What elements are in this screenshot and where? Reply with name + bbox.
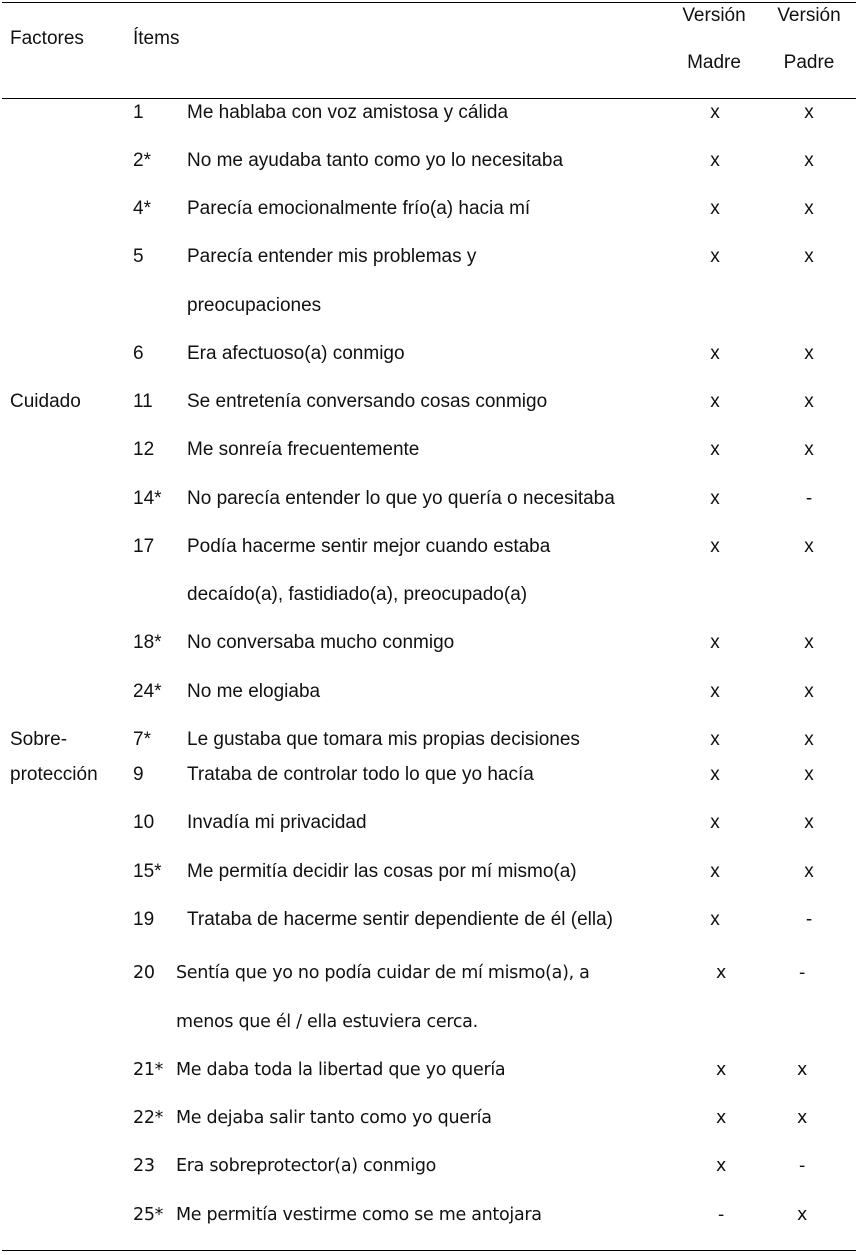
padre-mark: x [804, 681, 814, 702]
item-number: 2* [133, 150, 151, 171]
header-items: Ítems [133, 28, 180, 49]
item-text: Me permitía decidir las cosas por mí mismo(a) [187, 861, 577, 882]
madre-mark: x [710, 488, 720, 509]
item-number: 1 [133, 102, 144, 123]
padre-mark: x [796, 1205, 808, 1225]
item-text: Me daba toda la libertad que yo quería [176, 1060, 506, 1080]
madre-mark: x [715, 1060, 727, 1080]
padre-mark: x [804, 343, 814, 364]
madre-mark: x [710, 812, 720, 833]
item-text: Podía hacerme sentir mejor cuando estaba [187, 536, 551, 557]
item-number: 24* [133, 681, 162, 702]
madre-mark: x [710, 198, 720, 219]
item-number: 23 [133, 1156, 155, 1176]
item-text-continuation: preocupaciones [187, 295, 322, 316]
madre-mark: x [710, 729, 720, 750]
padre-mark: - [798, 963, 805, 983]
item-text: Se entretenía conversando cosas conmigo [187, 391, 548, 412]
madre-mark: x [710, 343, 720, 364]
padre-mark: x [804, 764, 814, 785]
item-text: Le gustaba que tomara mis propias decisiones [187, 729, 580, 750]
item-text: Trataba de hacerme sentir dependiente de él (ella) [187, 909, 613, 930]
item-text: No me ayudaba tanto como yo lo necesitaba [187, 150, 564, 171]
item-number: 15* [133, 861, 162, 882]
madre-mark: x [710, 909, 720, 930]
header-version-padre-line2: Padre [783, 52, 835, 73]
item-number: 20 [133, 963, 155, 983]
item-number: 10 [133, 812, 155, 833]
item-number: 21* [133, 1060, 164, 1080]
padre-mark: x [804, 536, 814, 557]
item-number: 11 [133, 391, 153, 412]
madre-mark: x [710, 764, 720, 785]
item-text: No parecía entender lo que yo quería o necesitaba [187, 488, 615, 509]
item-text: Era afectuoso(a) conmigo [187, 343, 405, 364]
header-version-madre-line2: Madre [687, 52, 741, 73]
item-text-continuation: menos que él / ella estuviera cerca. [176, 1012, 478, 1032]
madre-mark: x [710, 681, 720, 702]
madre-mark: x [710, 861, 720, 882]
padre-mark: x [804, 861, 814, 882]
item-text: No me elogiaba [187, 681, 321, 702]
item-number: 7* [133, 729, 151, 750]
item-number: 25* [133, 1205, 164, 1225]
padre-mark: x [796, 1060, 808, 1080]
table-header-rule [2, 98, 856, 99]
madre-mark: x [710, 632, 720, 653]
item-number: 22* [133, 1108, 164, 1128]
madre-mark: x [710, 246, 720, 267]
madre-mark: x [710, 102, 720, 123]
item-text: No conversaba mucho conmigo [187, 632, 455, 653]
item-number: 19 [133, 909, 155, 930]
item-number: 6 [133, 343, 144, 364]
item-number: 9 [133, 764, 144, 785]
item-number: 5 [133, 246, 144, 267]
header-factores: Factores [10, 28, 84, 49]
madre-mark: x [710, 439, 720, 460]
factor-sobreproteccion-line2: protección [10, 764, 98, 785]
item-text: Me hablaba con voz amistosa y cálida [187, 102, 509, 123]
item-text: Me dejaba salir tanto como yo quería [176, 1108, 492, 1128]
madre-mark: x [715, 1108, 727, 1128]
item-text: Parecía entender mis problemas y [187, 246, 477, 267]
madre-mark: - [717, 1205, 724, 1225]
padre-mark: - [805, 909, 813, 930]
item-text: Me permitía vestirme como se me antojara [176, 1205, 542, 1225]
padre-mark: - [805, 488, 813, 509]
item-number: 14* [133, 488, 162, 509]
madre-mark: x [710, 391, 720, 412]
item-text: Sentía que yo no podía cuidar de mí mismo(a), a [176, 963, 590, 983]
padre-mark: x [804, 246, 814, 267]
item-text: Era sobreprotector(a) conmigo [176, 1156, 437, 1176]
padre-mark: - [798, 1156, 805, 1176]
factor-sobreproteccion-line1: Sobre- [10, 729, 68, 750]
padre-mark: x [804, 729, 814, 750]
item-text: Me sonreía frecuentemente [187, 439, 420, 460]
madre-mark: x [710, 536, 720, 557]
padre-mark: x [804, 632, 814, 653]
padre-mark: x [796, 1108, 808, 1128]
item-text-continuation: decaído(a), fastidiado(a), preocupado(a) [187, 584, 528, 605]
padre-mark: x [804, 150, 814, 171]
header-version-padre-line1: Versión [777, 5, 841, 26]
item-text: Invadía mi privacidad [187, 812, 367, 833]
madre-mark: x [715, 1156, 727, 1176]
item-text: Parecía emocionalmente frío(a) hacia mí [187, 198, 531, 219]
item-number: 17 [133, 536, 155, 557]
item-number: 18* [133, 632, 162, 653]
padre-mark: x [804, 198, 814, 219]
table-top-rule [2, 2, 856, 3]
padre-mark: x [804, 102, 814, 123]
padre-mark: x [804, 812, 814, 833]
madre-mark: x [715, 963, 727, 983]
padre-mark: x [804, 391, 814, 412]
item-text: Trataba de controlar todo lo que yo hacía [187, 764, 534, 785]
table-bottom-rule [2, 1250, 856, 1251]
factor-cuidado: Cuidado [10, 391, 81, 412]
item-number: 12 [133, 439, 155, 460]
item-number: 4* [133, 198, 151, 219]
madre-mark: x [710, 150, 720, 171]
header-version-madre-line1: Versión [682, 5, 746, 26]
padre-mark: x [804, 439, 814, 460]
